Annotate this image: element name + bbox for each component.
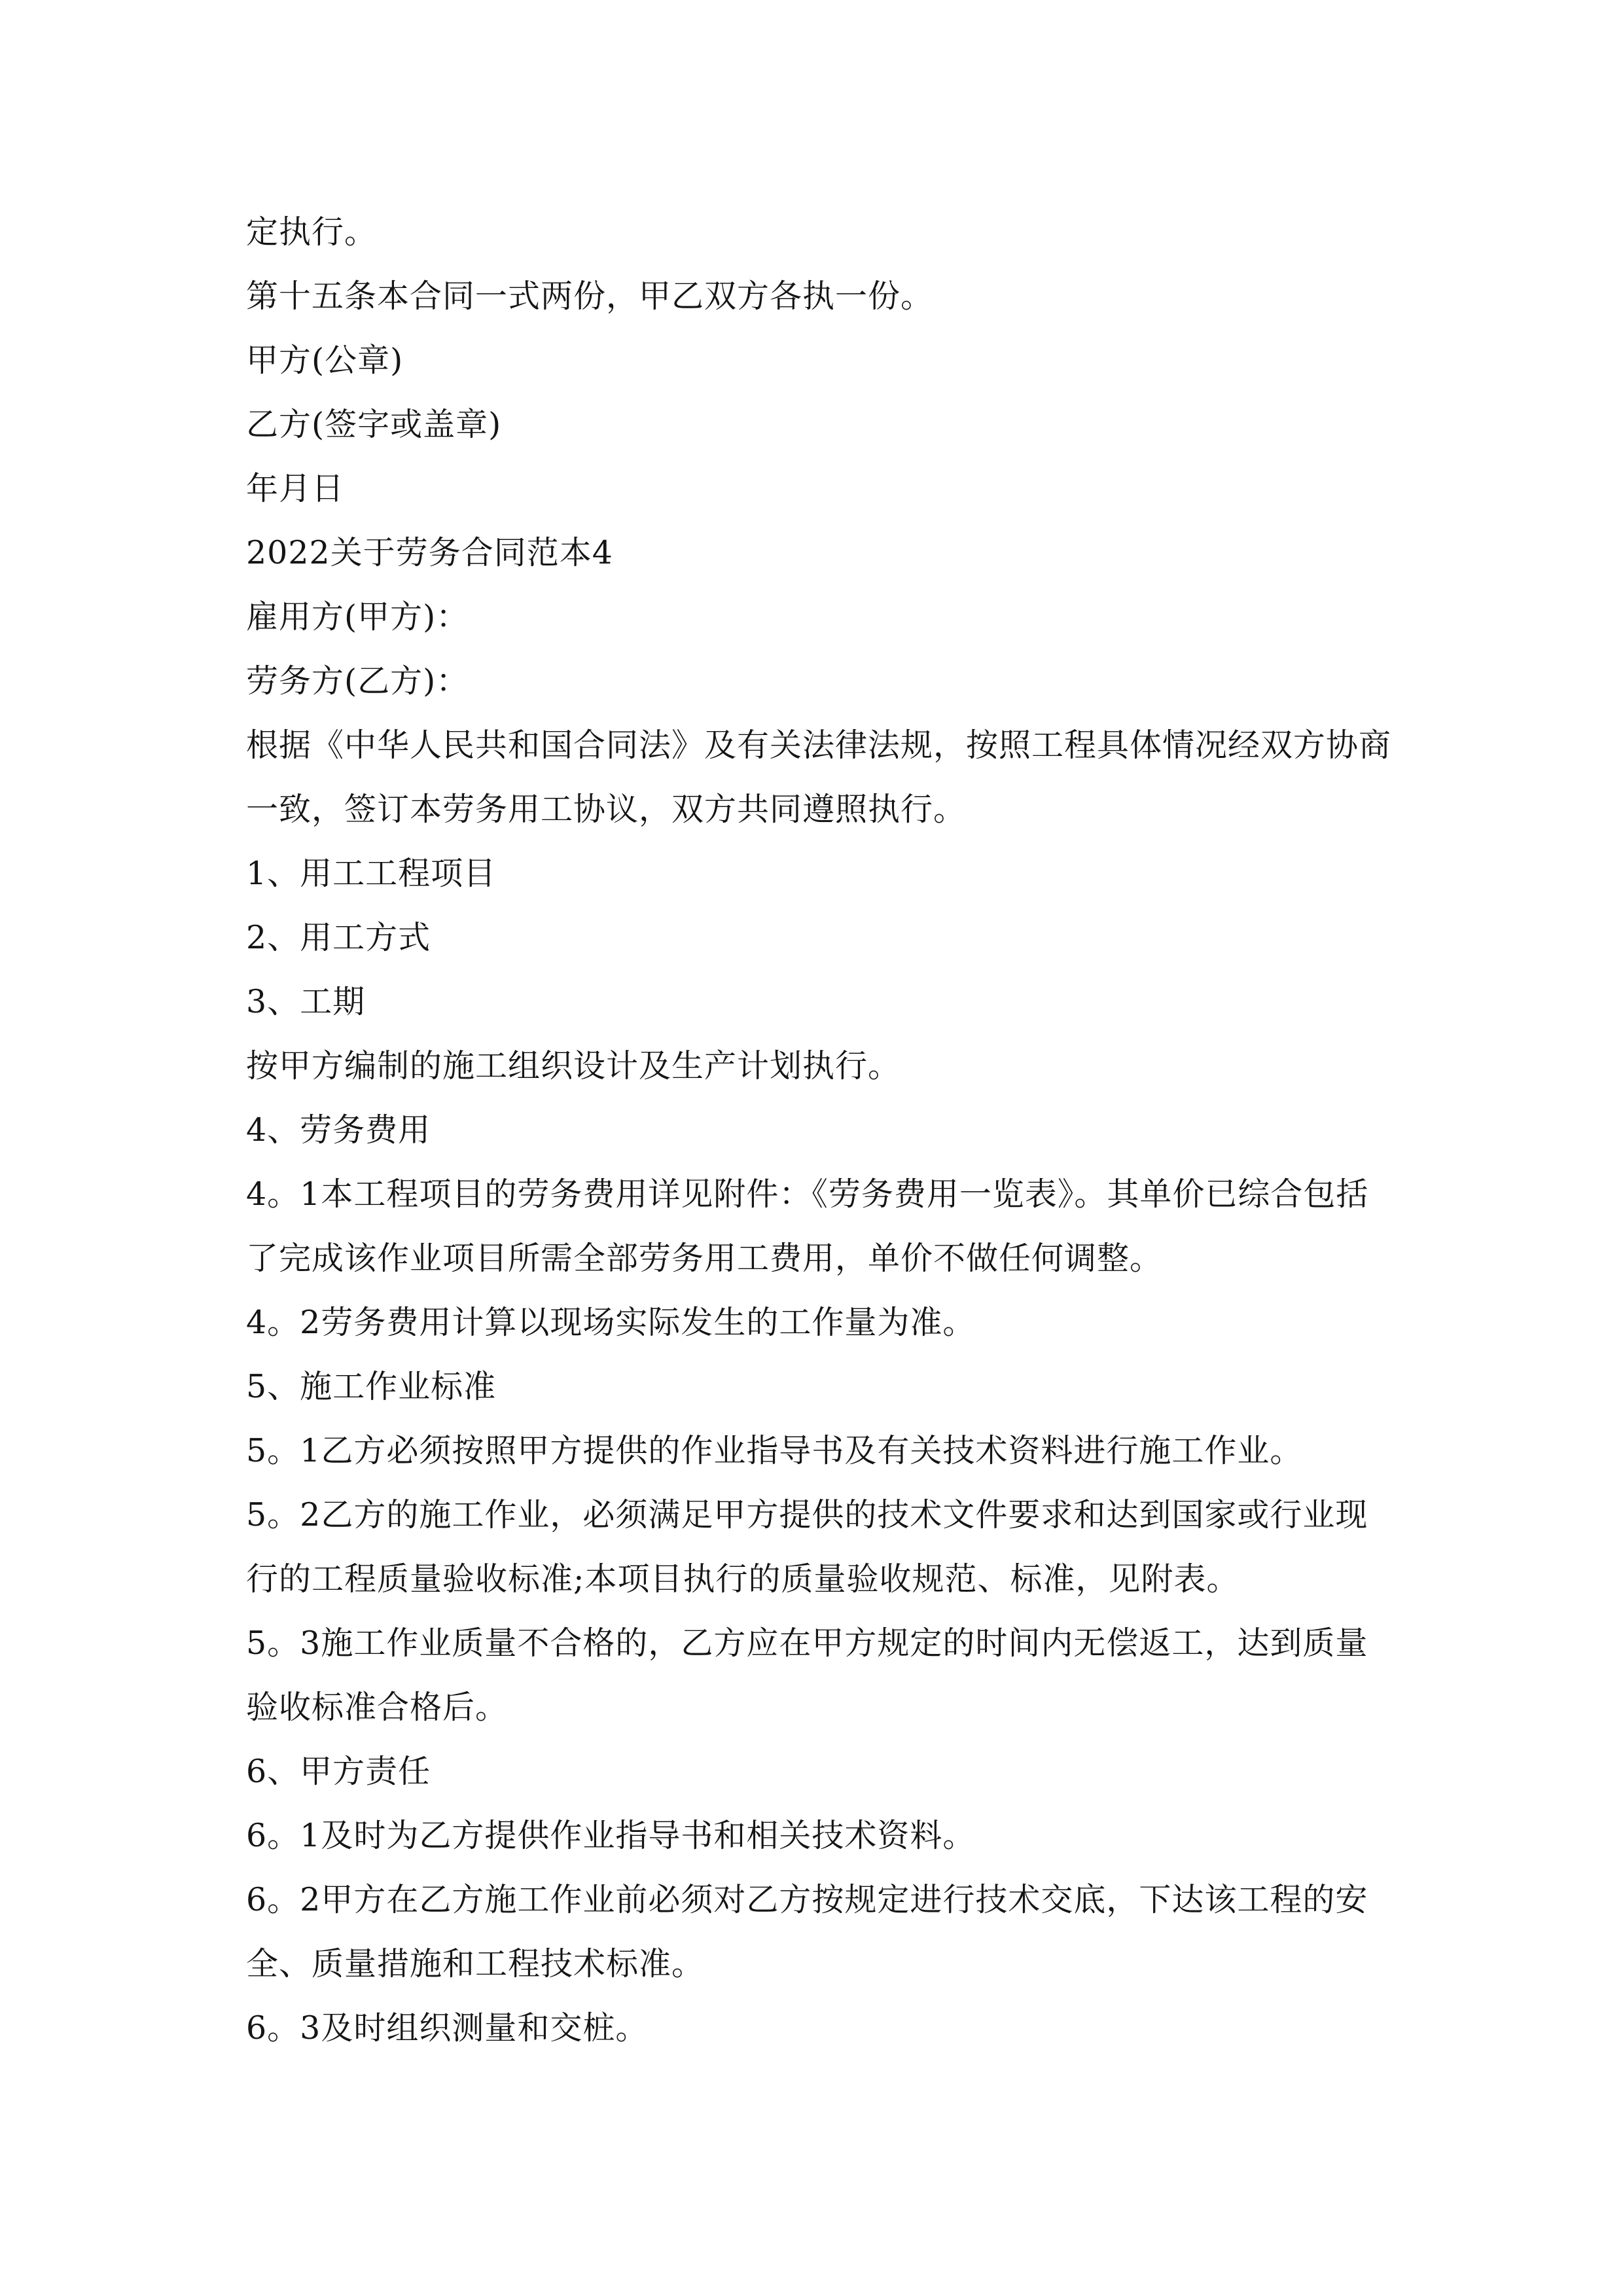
text-line: 雇用方(甲方)：: [246, 598, 469, 636]
text-line: 第十五条本合同一式两份，甲乙双方各执一份。: [246, 278, 934, 315]
clause-heading: 2、用工方式: [246, 919, 431, 956]
clause-heading: 1、用工工程项目: [246, 855, 497, 892]
text-line: 4。1本工程项目的劳务费用详见附件：《劳务费用一览表》。其单价已综合包括: [246, 1175, 1369, 1213]
text-line: 根据《中华人民共和国合同法》及有关法律法规，按照工程具体情况经双方协商: [246, 726, 1392, 764]
text-line: 乙方(签字或盖章): [246, 406, 502, 443]
clause-heading: 5、施工作业标准: [246, 1368, 497, 1405]
section-title: 2022关于劳务合同范本4: [246, 534, 613, 571]
text-line: 6。2甲方在乙方施工作业前必须对乙方按规定进行技术交底，下达该工程的安: [246, 1881, 1368, 1918]
text-line: 5。1乙方必须按照甲方提供的作业指导书及有关技术资料进行施工作业。: [246, 1432, 1303, 1469]
text-line: 了完成该作业项目所需全部劳务用工费用，单价不做任何调整。: [246, 1240, 1163, 1277]
text-line: 劳务方(乙方)：: [246, 662, 469, 700]
text-line: 行的工程质量验收标准;本项目执行的质量验收规范、标准，见附表。: [246, 1560, 1240, 1598]
clause-heading: 3、工期: [246, 983, 366, 1020]
text-line: 5。3施工作业质量不合格的，乙方应在甲方规定的时间内无偿返工，达到质量: [246, 1624, 1368, 1662]
text-line: 6。1及时为乙方提供作业指导书和相关技术资料。: [246, 1817, 976, 1854]
text-line: 验收标准合格后。: [246, 1689, 508, 1726]
text-line: 一致，签订本劳务用工协议，双方共同遵照执行。: [246, 791, 967, 828]
text-line: 定执行。: [246, 213, 378, 251]
text-line: 年月日: [246, 470, 345, 507]
text-line: 甲方(公章): [246, 342, 404, 379]
text-line: 5。2乙方的施工作业，必须满足甲方提供的技术文件要求和达到国家或行业现: [246, 1496, 1368, 1534]
document-body: [246, 200, 1392, 2060]
clause-heading: 4、劳务费用: [246, 1111, 431, 1149]
text-line: 按甲方编制的施工组织设计及生产计划执行。: [246, 1047, 901, 1085]
text-line: 4。2劳务费用计算以现场实际发生的工作量为准。: [246, 1304, 976, 1341]
clause-heading: 6、甲方责任: [246, 1753, 431, 1790]
text-line: 全、质量措施和工程技术标准。: [246, 1945, 705, 1982]
text-line: 6。3及时组织测量和交桩。: [246, 2009, 649, 2047]
